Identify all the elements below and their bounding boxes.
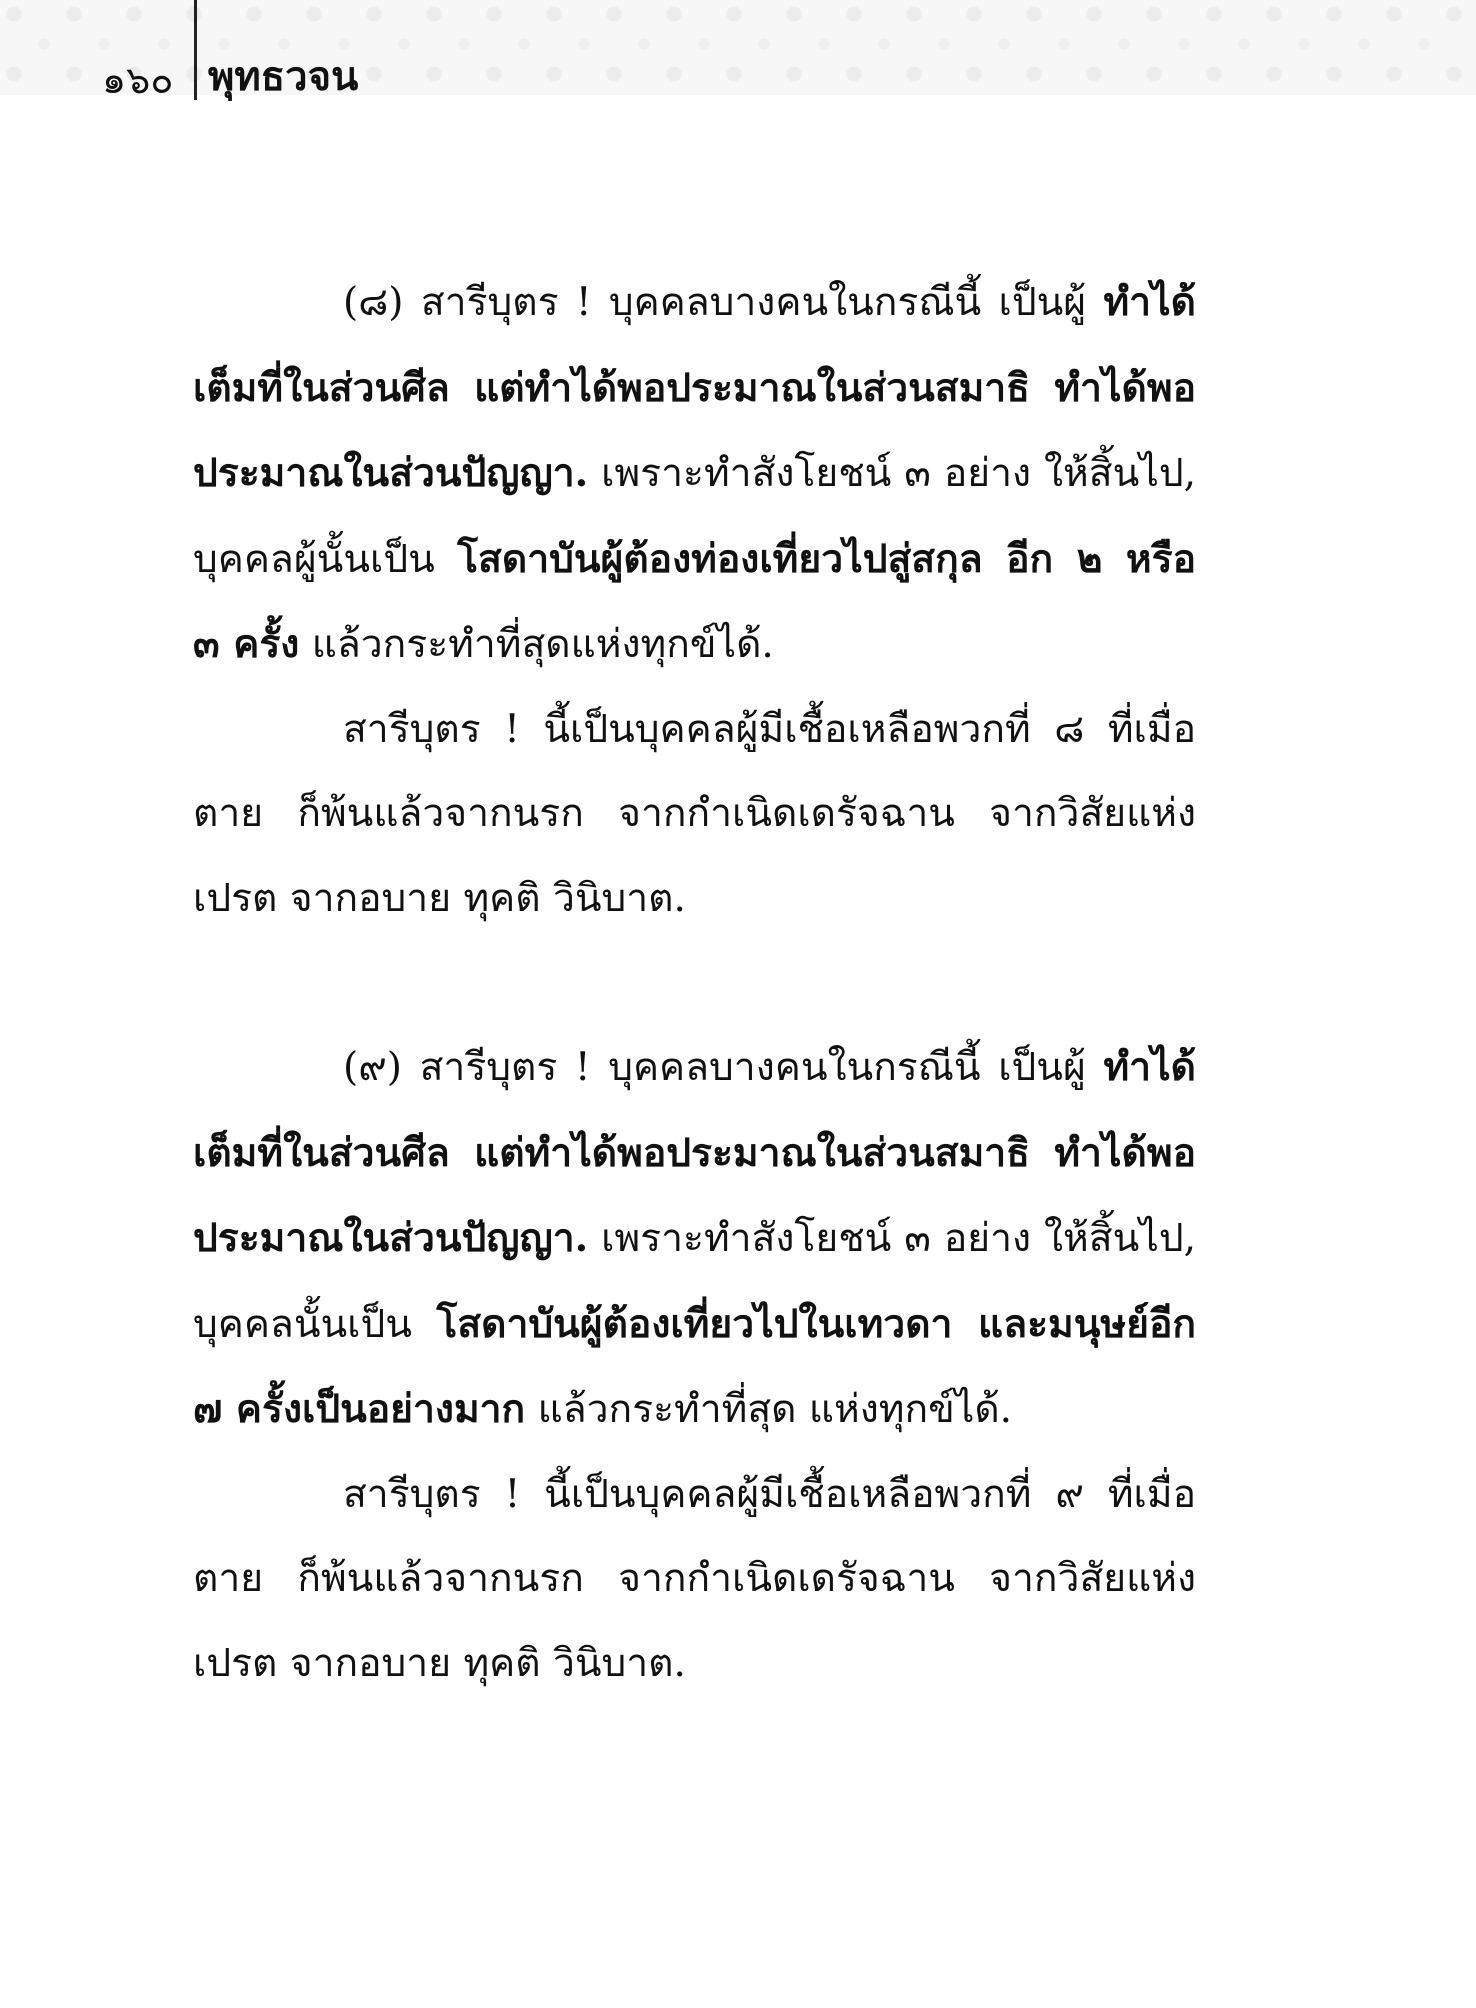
paragraph-text: แล้วกระทำที่สุด แห่งทุกข์ได้. (525, 1387, 1013, 1432)
page-body (193, 260, 1196, 1706)
paragraph-bold-text: โสดาบันผู้ต้องท่องเที่ยวไปสู่สกุล อีก ๒ หรือ ๓ ครั้ง (193, 535, 1197, 667)
paragraph-9-main (193, 1025, 1196, 1453)
page-number: ๑๖๐ (102, 58, 174, 102)
paragraph-text: (๘) สารีบุตร ! บุคคลบางคนในกรณีนี้ เป็นผู้ (343, 280, 1104, 325)
paragraph-text: แล้วกระทำที่สุดแห่งทุกข์ได้. (299, 622, 774, 667)
paragraph-9-summary: สารีบุตร ! นี้เป็นบุคคลผู้มีเชื้อเหลือพวกที่ ๙ ที่เมื่อตาย ก็พ้นแล้วจากนรก จากกำเนิดเดรัจฉาน จากวิสัยแห่งเปรต จากอบาย ทุคติ วินิบาต. (193, 1471, 1196, 1686)
running-title: พุทธวจน (208, 54, 359, 100)
paragraph-bold-text: ทำได้เต็มที่ในส่วนศีล แต่ทำได้พอประมาณในส่วนสมาธิ ทำได้พอประมาณในส่วนปัญญา. (193, 279, 1196, 496)
section-spacer (193, 941, 1196, 1025)
paragraph-text: เพราะทำสังโยชน์ ๓ อย่าง ให้สิ้นไป, บุคคลนั้นเป็น (193, 1216, 1196, 1347)
paragraph-bold-text: ทำได้เต็มที่ในส่วนศีล แต่ทำได้พอประมาณในส่วนสมาธิ ทำได้พอประมาณในส่วนปัญญา. (193, 1044, 1196, 1261)
paragraph-8-summary: สารีบุตร ! นี้เป็นบุคคลผู้มีเชื้อเหลือพวกที่ ๘ ที่เมื่อตาย ก็พ้นแล้วจากนรก จากกำเนิดเดรัจฉาน จากวิสัยแห่งเปรต จากอบาย ทุคติ วินิบาต. (193, 706, 1196, 921)
paragraph-text: เพราะทำสังโยชน์ ๓ อย่าง ให้สิ้นไป, บุคคลผู้นั้นเป็น (193, 451, 1196, 582)
header-divider (194, 0, 197, 100)
paragraph-8-main (193, 260, 1196, 688)
paragraph-text: (๙) สารีบุตร ! บุคคลบางคนในกรณีนี้ เป็นผู้ (343, 1045, 1104, 1090)
paragraph-bold-text: โสดาบันผู้ต้องเที่ยวไปในเทวดา และมนุษย์อีก ๗ ครั้งเป็นอย่างมาก (193, 1300, 1197, 1432)
